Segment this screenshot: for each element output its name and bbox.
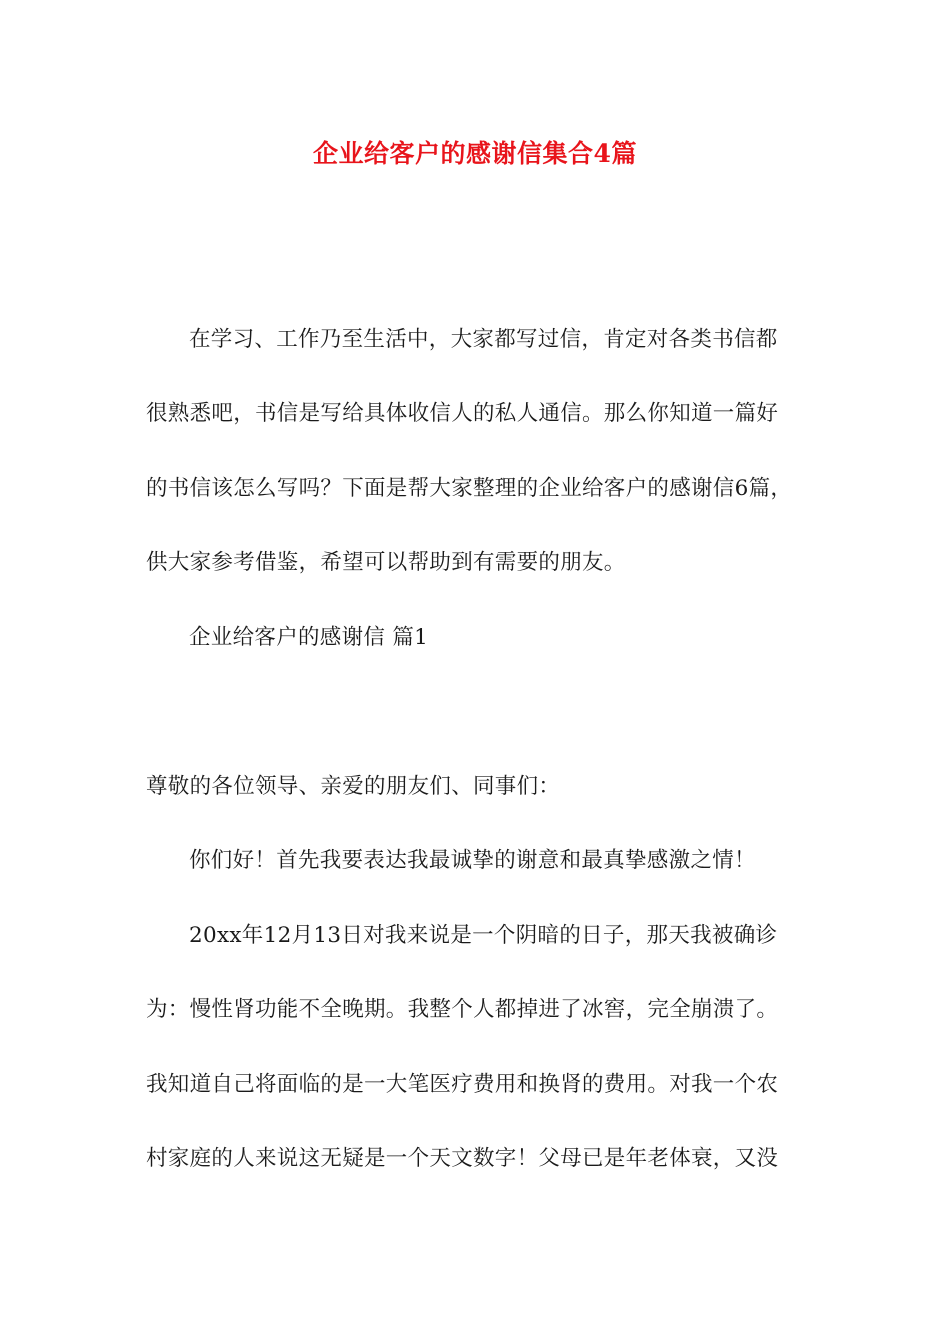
paragraph-line: 你们好！首先我要表达我最诚挚的谢意和最真挚感激之情！ <box>189 848 756 873</box>
paragraph-line: 我知道自己将面临的是一大笔医疗费用和换肾的费用。对我一个农 <box>146 1072 779 1097</box>
document-title: 企业给客户的感谢信集合4篇 <box>313 139 637 168</box>
paragraph-line: 20xx年12月13日对我来说是一个阴暗的日子，那天我被确诊 <box>189 923 778 948</box>
section-heading: 企业给客户的感谢信 篇1 <box>189 625 429 650</box>
paragraph-line: 在学习、工作乃至生活中，大家都写过信，肯定对各类书信都 <box>189 327 778 352</box>
paragraph-line: 为：慢性肾功能不全晚期。我整个人都掉进了冰窖，完全崩溃了。 <box>146 997 779 1022</box>
paragraph-line: 很熟悉吧，书信是写给具体收信人的私人通信。那么你知道一篇好 <box>146 401 779 426</box>
paragraph-line: 供大家参考借鉴，希望可以帮助到有需要的朋友。 <box>146 550 626 575</box>
salutation-line: 尊敬的各位领导、亲爱的朋友们、同事们： <box>146 774 561 799</box>
paragraph-line: 的书信该怎么写吗？下面是帮大家整理的企业给客户的感谢信6篇， <box>146 476 793 501</box>
paragraph-line: 村家庭的人来说这无疑是一个天文数字！父母已是年老体衰，又没 <box>146 1146 779 1171</box>
